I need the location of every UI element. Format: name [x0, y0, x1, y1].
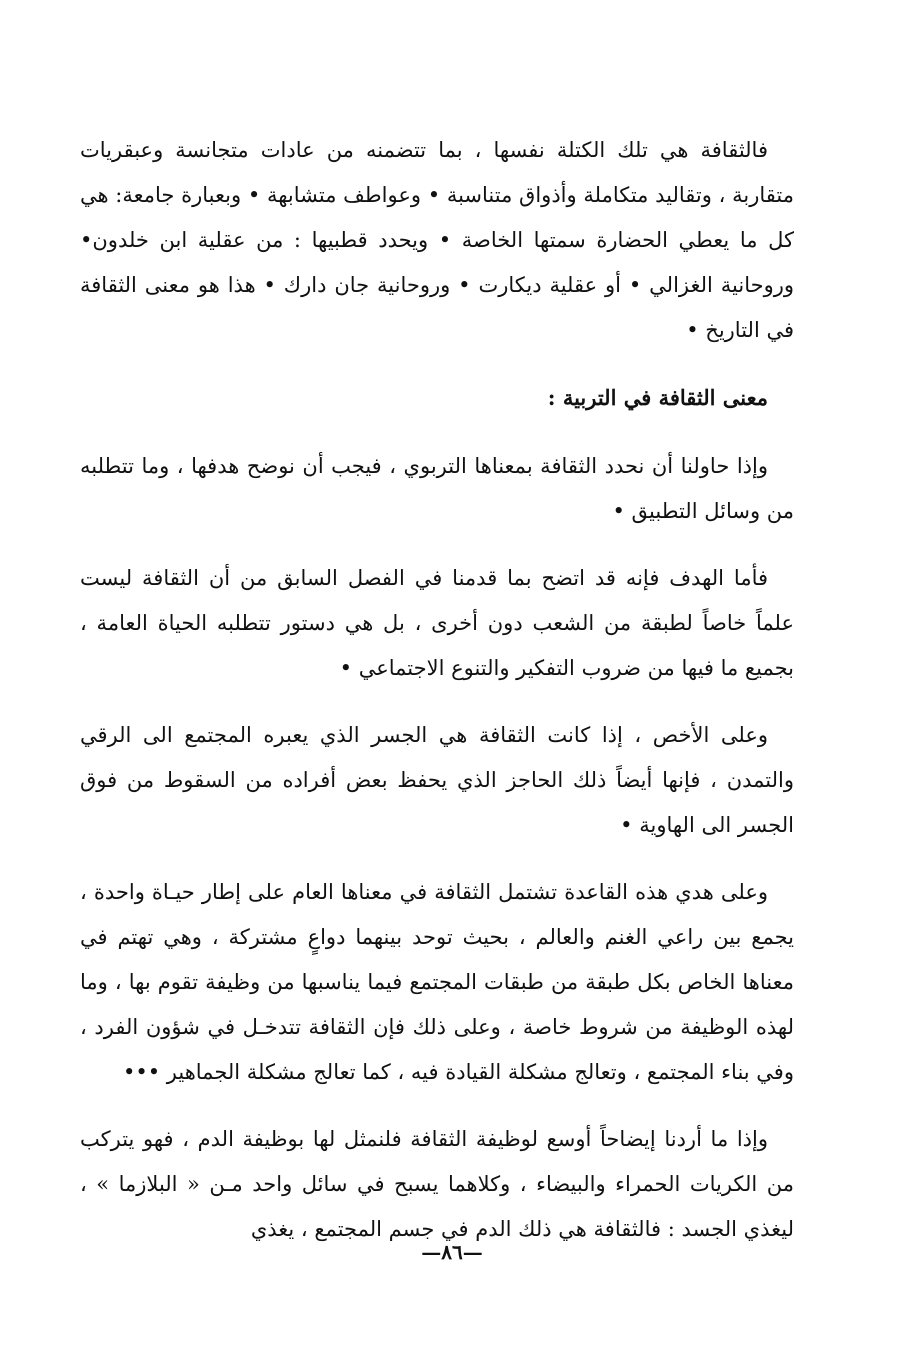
paragraph-rule: وعلى هدي هذه القاعدة تشتمل الثقافة في معناها العام على إطار حيـاة واحدة ، يجمع بين راعي الغنم والعالم ، بحيث توحد بينهما دواعٍ مشتركة ، وهي تهتم في معناها الخاص بكل طبقة من طبقات المجتمع فيما يناسبها من وظيفة تقوم بها ، وما لهذه الوظيفة من شروط خاصة ، وعلى ذلك فإن الثقافة تتدخـل في شؤون الفرد ، وفي بناء المجتمع ، وتعالج مشكلة القيادة فيه ، كما تعالج مشكلة الجماهير •••: [80, 880, 794, 1084]
page-body: [80, 128, 794, 1274]
paragraph-bridge: وعلى الأخص ، إذا كانت الثقافة هي الجسر الذي يعبره المجتمع الى الرقي والتمدن ، فإنها أيضاً ذلك الحاجز الذي يحفظ بعض أفراده من السقوط من فوق الجسر الى الهاوية •: [80, 723, 794, 837]
paragraph-culture-history: فالثقافة هي تلك الكتلة نفسها ، بما تتضمنه من عادات متجانسة وعبقريات متقاربة ، وتقاليد متكاملة وأذواق متناسبة • وعواطف متشابهة • وبعبارة جامعة: هي كل ما يعطي الحضارة سمتها الخاصة • ويحدد قطبيها : من عقلية ابن خلدون• وروحانية الغزالي • أو عقلية ديكارت • وروحانية جان دارك • هذا هو معنى الثقافة في التاريخ •: [80, 138, 794, 342]
paragraph-blood-analogy: وإذا ما أردنا إيضاحاً أوسع لوظيفة الثقافة فلنمثل لها بوظيفة الدم ، فهو يتركب من الكريات الحمراء والبيضاء ، وكلاهما يسبح في سائل واحد مـن « البلازما » ، ليغذي الجسد : فالثقافة هي ذلك الدم في جسم المجتمع ، يغذي: [80, 1127, 794, 1241]
section-heading: معنى الثقافة في التربية :: [547, 385, 768, 410]
paragraph-educational-meaning: وإذا حاولنا أن نحدد الثقافة بمعناها التربوي ، فيجب أن نوضح هدفها ، وما تتطلبه من وسائل التطبيق •: [80, 454, 794, 523]
page-number: —٨٦—: [421, 1240, 483, 1264]
paragraph-goal: فأما الهدف فإنه قد اتضح بما قدمنا في الفصل السابق من أن الثقافة ليست علماً خاصاً لطبقة من الشعب دون أخرى ، بل هي دستور تتطلبه الحياة العامة ، بجميع ما فيها من ضروب التفكير والتنوع الاجتماعي •: [80, 566, 794, 680]
